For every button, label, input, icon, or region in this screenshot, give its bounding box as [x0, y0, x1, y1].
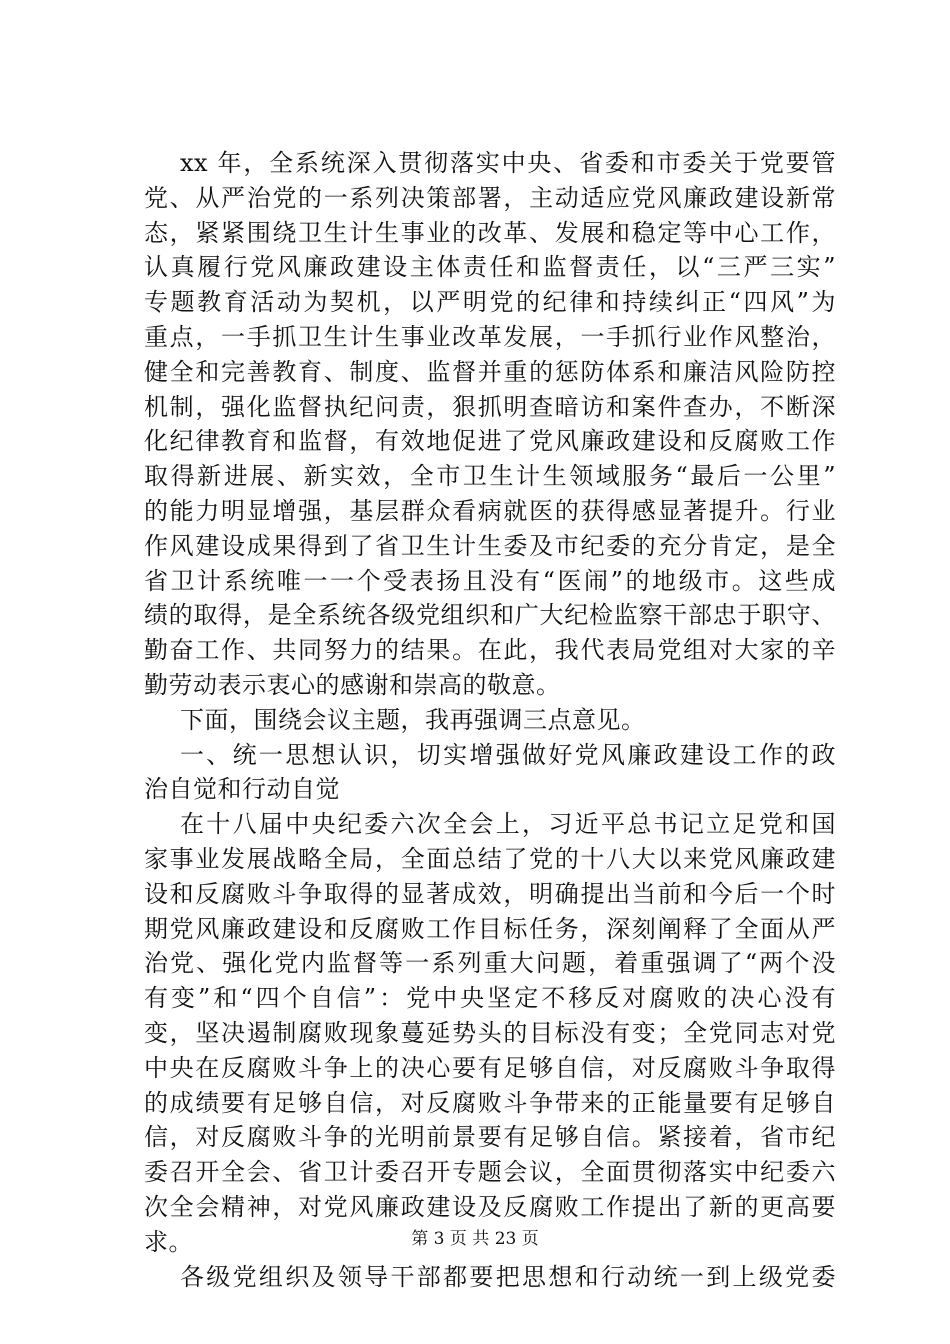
text-line: 取得新进展、新实效，全市卫生计生领域服务“最后一公里”	[144, 462, 836, 491]
text-line: 机制，强化监督执纪问责，狠抓明查暗访和案件查办，不断深	[144, 392, 836, 421]
document-body	[144, 146, 836, 1294]
page-number-footer: 第 3 页 共 23 页	[411, 1229, 539, 1249]
text-line: 在十八届中央纪委六次全会上，习近平总书记立足党和国	[180, 810, 836, 839]
text-line: 专题教育活动为契机，以严明党的纪律和持续纠正“四风”为	[144, 288, 836, 317]
text-line: 健全和完善教育、制度、监督并重的惩防体系和廉洁风险防控	[144, 357, 836, 386]
text-line: 治党、强化党内监督等一系列重大问题，着重强调了“两个没	[144, 949, 836, 978]
paragraph-transition	[144, 703, 836, 738]
paragraph-continuation	[144, 1260, 836, 1295]
text-line: 求。	[144, 1227, 193, 1256]
paragraph-section-1-body	[144, 807, 836, 1259]
text-line: 期党风廉政建设和反腐败工作目标任务，深刻阐释了全面从严	[144, 914, 836, 943]
text-line: 信，对反腐败斗争的光明前景要有足够自信。紧接着，省市纪	[144, 1123, 836, 1152]
text-line: 党、从严治党的一系列决策部署，主动适应党风廉政建设新常	[144, 183, 836, 212]
text-line: 的能力明显增强，基层群众看病就医的获得感显著提升。行业	[144, 496, 836, 525]
text-line: 设和反腐败斗争取得的显著成效，明确提出当前和今后一个时	[144, 879, 836, 908]
text-line: 有变”和“四个自信”：党中央坚定不移反对腐败的决心没有	[144, 984, 836, 1013]
text-line: xx 年，全系统深入贯彻落实中央、省委和市委关于党要管	[180, 149, 836, 177]
text-line: 认真履行党风廉政建设主体责任和监督责任，以“三严三实”	[144, 253, 836, 282]
paragraph-intro	[144, 146, 836, 703]
text-line: 态，紧紧围绕卫生计生事业的改革、发展和稳定等中心工作，	[144, 218, 836, 247]
text-line: 下面，围绕会议主题，我再强调三点意见。	[180, 705, 646, 734]
text-line: 家事业发展战略全局，全面总结了党的十八大以来党风廉政建	[144, 844, 836, 873]
text-line: 的成绩要有足够自信，对反腐败斗争带来的正能量要有足够自	[144, 1088, 836, 1117]
text-line: 次全会精神，对党风廉政建设及反腐败工作提出了新的更高要	[144, 1192, 836, 1221]
text-line: 化纪律教育和监督，有效地促进了党风廉政建设和反腐败工作	[144, 427, 836, 456]
text-line: 变，坚决遏制腐败现象蔓延势头的目标没有变；全党同志对党	[144, 1018, 836, 1047]
text-line: 重点，一手抓卫生计生事业改革发展，一手抓行业作风整治，	[144, 322, 836, 351]
text-line: 各级党组织及领导干部都要把思想和行动统一到上级党委	[180, 1262, 836, 1291]
section-heading-1	[144, 738, 836, 808]
text-line: 省卫计系统唯一一个受表扬且没有“医闹”的地级市。这些成	[144, 566, 836, 595]
text-line: 一、统一思想认识，切实增强做好党风廉政建设工作的政	[180, 740, 836, 769]
text-line: 勤劳动表示衷心的感谢和崇高的敬意。	[144, 670, 561, 699]
text-line: 中央在反腐败斗争上的决心要有足够自信，对反腐败斗争取得	[144, 1053, 836, 1082]
text-line: 勤奋工作、共同努力的结果。在此，我代表局党组对大家的辛	[144, 636, 836, 665]
text-line: 治自觉和行动自觉	[144, 775, 340, 804]
text-line: 绩的取得，是全系统各级党组织和广大纪检监察干部忠于职守、	[144, 601, 836, 630]
text-line: 作风建设成果得到了省卫生计生委及市纪委的充分肯定，是全	[144, 531, 836, 560]
text-line: 委召开全会、省卫计委召开专题会议，全面贯彻落实中纪委六	[144, 1158, 836, 1187]
